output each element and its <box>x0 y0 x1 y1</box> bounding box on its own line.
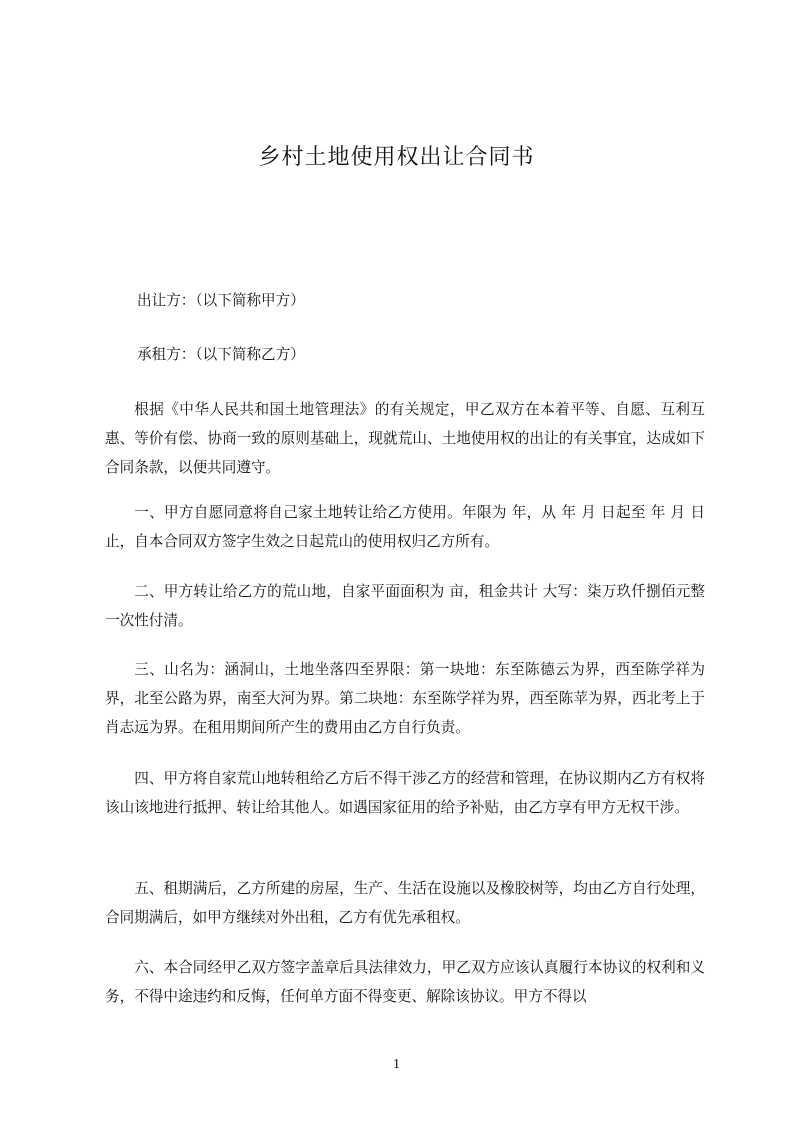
grantor-line: 出让方：（以下简称甲方） <box>137 292 305 309</box>
preamble-paragraph: 根据《中华人民共和国土地管理法》的有关规定，甲乙双方在本着平等、自愿、互利互惠、等价有偿、协商一致的原则基础上，现就荒山、土地使用权的出让的有关事宜，达成如下合同条款，以便共同遵守。 <box>105 401 705 476</box>
lessee-line: 承租方：（以下简称乙方） <box>137 346 305 363</box>
clause-1: 一、甲方自愿同意将自己家土地转让给乙方使用。年限为 年，从 年 月 日起至 年 月 日止，自本合同双方签字生效之日起荒山的使用权归乙方所有。 <box>105 504 705 550</box>
clause-6: 六、本合同经甲乙双方签字盖章后具法律效力，甲乙双方应该认真履行本协议的权利和义务，不得中途违约和反悔，任何单方面不得变更、解除该协议。甲方不得以 <box>105 959 705 1005</box>
page-number: 1 <box>393 1057 400 1072</box>
clause-5: 五、租期满后，乙方所建的房屋，生产、生活在设施以及橡胶树等，均由乙方自行处理，合同期满后，如甲方继续对外出租，乙方有优先承租权。 <box>105 880 705 926</box>
clause-2: 二、甲方转让给乙方的荒山地，自家平面面积为 亩，租金共计 大写：柒万玖仟捌佰元整 一次性付清。 <box>105 583 705 629</box>
clause-3: 三、山名为：涵洞山，土地坐落四至界限：第一块地：东至陈德云为界，西至陈学祥为界，北至公路为界，南至大河为界。第二块地：东至陈学祥为界，西至陈苹为界，西北考上于肖志远为界。在租用期间所产生的费用由乙方自行负责。 <box>105 661 705 736</box>
document-title: 乡村土地使用权出让合同书 <box>258 145 535 170</box>
clause-4: 四、甲方将自家荒山地转租给乙方后不得干涉乙方的经营和管理，在协议期内乙方有权将该山该地进行抵押、转让给其他人。如遇国家征用的给予补贴，由乙方享有甲方无权干涉。 <box>105 770 705 816</box>
